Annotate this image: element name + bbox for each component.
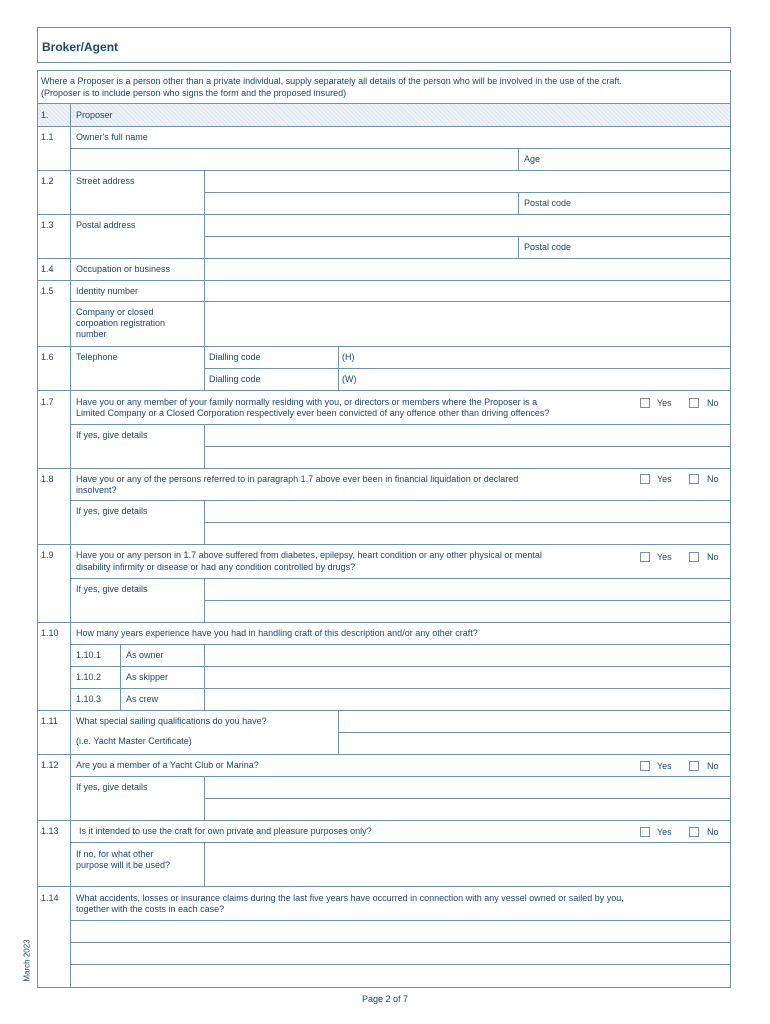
q1-14-question-line-1: What accidents, losses or insurance claims during the last five years have occurred in connection with any vessel owned or sailed by you, bbox=[76, 893, 624, 903]
as-skipper-label: As skipper bbox=[126, 672, 169, 682]
phone-work-field[interactable] bbox=[339, 369, 730, 390]
broker-agent-box[interactable] bbox=[37, 27, 731, 63]
owner-name-label: Owner's full name bbox=[76, 132, 148, 142]
work-phone-label: (W) bbox=[342, 374, 357, 384]
intro-line-2: (Proposer is to include person who signs the form and the proposed insured) bbox=[41, 88, 347, 98]
q1-7-no-label: No bbox=[707, 398, 719, 408]
q1-8-if-yes-label: If yes, give details bbox=[76, 506, 148, 516]
q1-9-question-line-1: Have you or any person in 1.7 above suffered from diabetes, epilepsy, heart condition or any other physical or mental bbox=[76, 550, 542, 560]
q1-10-2-number: 1.10.2 bbox=[76, 672, 102, 682]
q1-10-3-number: 1.10.3 bbox=[76, 694, 102, 704]
occupation-label: Occupation or business bbox=[76, 264, 171, 274]
q1-3-number: 1.3 bbox=[41, 220, 54, 230]
q1-10-1-number: 1.10.1 bbox=[76, 650, 102, 660]
q1-8-no-checkbox[interactable] bbox=[689, 474, 699, 484]
q1-7-question-line-2: Limited Company or a Closed Corporation respectively ever been convicted of any offence other than driving offences? bbox=[76, 408, 550, 418]
as-crew-label: As crew bbox=[126, 694, 159, 704]
q1-9-no-label: No bbox=[707, 552, 719, 562]
q1-11-question: What special sailing qualifications do you have? bbox=[76, 716, 267, 726]
q1-12-yes-label: Yes bbox=[657, 761, 672, 771]
q1-11-number: 1.11 bbox=[41, 716, 58, 726]
q1-9-yes-label: Yes bbox=[657, 552, 672, 562]
other-purpose-field[interactable] bbox=[205, 843, 730, 886]
q1-12-if-yes-label: If yes, give details bbox=[76, 782, 148, 792]
q1-13-if-no-line-2: purpose will it be used? bbox=[76, 860, 171, 870]
dialling-code-work-label: Dialling code bbox=[209, 374, 261, 384]
q1-12-yes-checkbox[interactable] bbox=[640, 761, 650, 771]
q1-7-question-line-1: Have you or any member of your family normally residing with you, or directors or members where the Proposer is a bbox=[76, 397, 538, 407]
q1-5-number: 1.5 bbox=[41, 286, 54, 296]
owner-name-field[interactable] bbox=[71, 149, 517, 170]
q1-8-details-field[interactable] bbox=[205, 501, 730, 544]
q1-6-number: 1.6 bbox=[41, 352, 54, 362]
q1-9-yes-checkbox[interactable] bbox=[640, 552, 650, 562]
q1-13-if-no-line-1: If no, for what other bbox=[76, 849, 154, 859]
q1-8-yes-label: Yes bbox=[657, 474, 672, 484]
q1-12-no-label: No bbox=[707, 761, 719, 771]
q1-7-yes-checkbox[interactable] bbox=[640, 398, 650, 408]
q1-13-question: Is it intended to use the craft for own private and pleasure purposes only? bbox=[79, 826, 372, 836]
q1-12-question: Are you a member of a Yacht Club or Marina? bbox=[76, 760, 259, 770]
q1-14-number: 1.14 bbox=[41, 893, 59, 903]
home-phone-label: (H) bbox=[342, 352, 355, 362]
q1-9-details-field[interactable] bbox=[205, 579, 730, 622]
q1-13-no-label: No bbox=[707, 827, 719, 837]
phone-home-field[interactable] bbox=[339, 347, 730, 368]
claims-history-field[interactable] bbox=[71, 921, 730, 987]
q1-8-yes-checkbox[interactable] bbox=[640, 474, 650, 484]
q1-10-question: How many years experience have you had in handling craft of this description and/or any other craft? bbox=[76, 628, 478, 638]
q1-12-no-checkbox[interactable] bbox=[689, 761, 699, 771]
experience-skipper-field[interactable] bbox=[205, 667, 730, 688]
q1-9-no-checkbox[interactable] bbox=[689, 552, 699, 562]
q1-1-number: 1.1 bbox=[41, 132, 54, 142]
q1-13-yes-label: Yes bbox=[657, 827, 672, 837]
occupation-field[interactable] bbox=[205, 259, 730, 280]
sailing-qualifications-field[interactable] bbox=[339, 711, 730, 754]
q1-7-yes-label: Yes bbox=[657, 398, 672, 408]
q1-11-hint: (i.e. Yacht Master Certificate) bbox=[76, 736, 192, 746]
q1-13-number: 1.13 bbox=[41, 826, 59, 836]
q1-14-question-line-2: together with the costs in each case? bbox=[76, 904, 225, 914]
q1-2-number: 1.2 bbox=[41, 176, 54, 186]
telephone-label: Telephone bbox=[76, 352, 118, 362]
q1-7-no-checkbox[interactable] bbox=[689, 398, 699, 408]
company-registration-label: Company or closed corpoation registration number bbox=[76, 307, 166, 339]
q1-13-no-checkbox[interactable] bbox=[689, 827, 699, 837]
q1-8-question-line-1: Have you or any of the persons referred to in paragraph 1.7 above ever been in financial liquidation or declared bbox=[76, 474, 519, 484]
age-label: Age bbox=[524, 154, 541, 164]
section-title: Proposer bbox=[76, 110, 113, 120]
owner-age-field[interactable] bbox=[519, 149, 730, 170]
identity-number-label: Identity number bbox=[76, 286, 139, 296]
street-address-label: Street address bbox=[76, 176, 135, 186]
identity-number-field[interactable] bbox=[205, 281, 730, 301]
intro-line-1: Where a Proposer is a person other than a private individual, supply separately all details of the person who will be involved in the use of the craft. bbox=[41, 76, 622, 86]
experience-owner-field[interactable] bbox=[205, 645, 730, 666]
yacht-club-details-field[interactable] bbox=[205, 777, 730, 820]
q1-7-if-yes-label: If yes, give details bbox=[76, 430, 148, 440]
postal-postal-code-label: Postal code bbox=[524, 242, 572, 252]
q1-10-number: 1.10 bbox=[41, 628, 59, 638]
street-postal-code-label: Postal code bbox=[524, 198, 572, 208]
broker-agent-title: Broker/Agent bbox=[42, 40, 119, 54]
section-number: 1. bbox=[41, 110, 49, 120]
q1-8-question-line-2: insolvent? bbox=[76, 485, 117, 495]
q1-12-number: 1.12 bbox=[41, 760, 59, 770]
section-header bbox=[38, 104, 730, 126]
side-date: March 2023 bbox=[22, 939, 32, 982]
q1-7-number: 1.7 bbox=[41, 397, 54, 407]
dialling-code-home-label: Dialling code bbox=[209, 352, 261, 362]
q1-7-details-field[interactable] bbox=[205, 425, 730, 468]
q1-8-number: 1.8 bbox=[41, 474, 54, 484]
q1-13-yes-checkbox[interactable] bbox=[640, 827, 650, 837]
experience-crew-field[interactable] bbox=[205, 689, 730, 710]
q1-9-number: 1.9 bbox=[41, 550, 54, 560]
postal-address-label: Postal address bbox=[76, 220, 136, 230]
company-registration-field[interactable] bbox=[205, 302, 730, 346]
q1-4-number: 1.4 bbox=[41, 264, 54, 274]
q1-9-if-yes-label: If yes, give details bbox=[76, 584, 148, 594]
q1-8-no-label: No bbox=[707, 474, 719, 484]
q1-9-question-line-2: disability infirmity or disease or had any condition controlled by drugs? bbox=[76, 562, 356, 572]
page-number: Page 2 of 7 bbox=[362, 994, 409, 1004]
as-owner-label: As owner bbox=[126, 650, 164, 660]
